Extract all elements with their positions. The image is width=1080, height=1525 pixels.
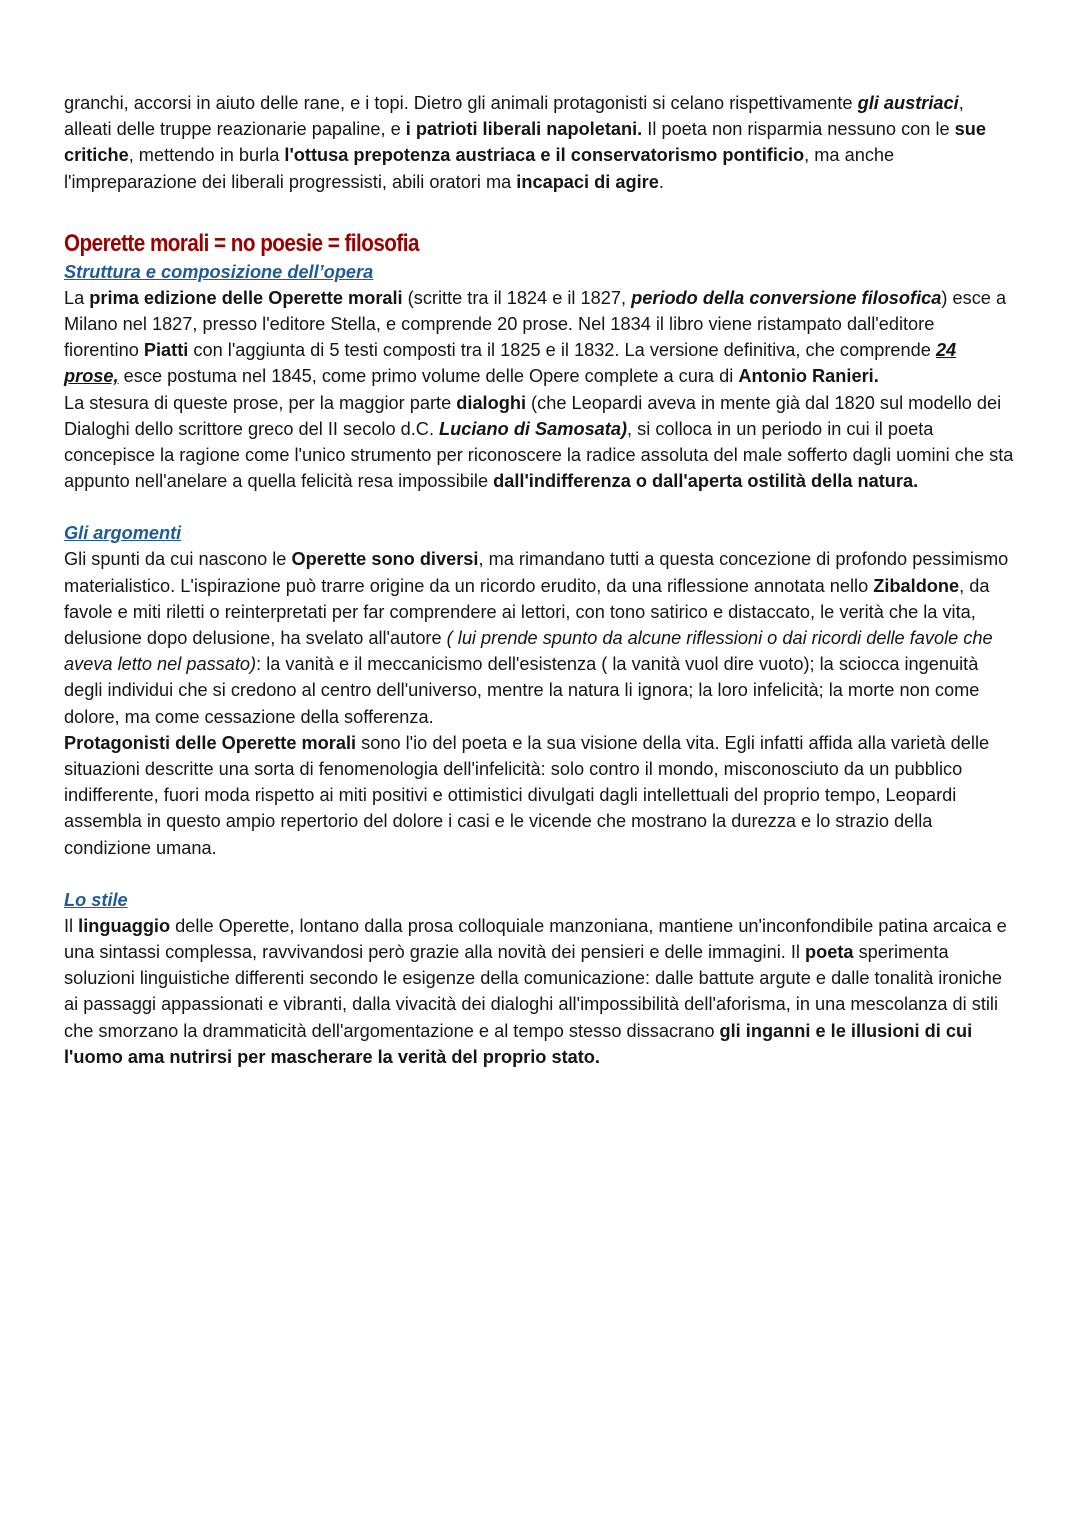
text-span: La [64,287,90,308]
argomenti-paragraph-1 [64,546,1014,729]
text-span: , ma rimandano tutti a questa concezione di profondo pessimismo materialistico. L'ispirazione può trarre origine da un ricordo erudito, da una riflessione annotata nello [64,549,1009,596]
emphasis-conversione: periodo della conversione filosofica [631,287,942,308]
emphasis-ranieri: Antonio Ranieri. [738,366,879,387]
emphasis-zibaldone: Zibaldone [873,575,960,596]
emphasis-operette: Operette sono diversi [291,549,479,570]
struttura-paragraph-2 [64,390,1014,495]
text-span: Il poeta non risparmia nessuno con le [642,119,955,140]
emphasis-prepotenza: l'ottusa prepotenza austriaca e il conservatorismo pontificio [284,145,805,166]
text-span: delle Operette, lontano dalla prosa colloquiale manzoniana, mantiene un'inconfondibile patina arcaica e una sintassi complessa, ravvivandosi però grazie alla novità dei pensieri e delle immagini. Il [64,915,1007,963]
emphasis-luciano: Luciano di Samosata) [439,418,628,439]
section-title: Operette morali = no poesie = filosofia [64,229,419,257]
emphasis-poeta: poeta [805,942,854,963]
text-span: , si colloca in un periodo in cui il poeta concepisce la ragione come l'unico strumento per riconoscere la radice assoluta del male sofferto dagli uomini che sta appunto nell'anelare a quella felicità resa impossibile [64,418,1014,492]
text-span: Il [64,915,79,936]
intro-paragraph [64,90,1014,195]
struttura-paragraph-1 [64,285,1014,390]
struttura-heading: Struttura e composizione dell’opera [64,261,374,282]
argomenti-heading: Gli argomenti [64,523,182,544]
emphasis-natura: dall'indifferenza o dall'aperta ostilità della natura. [493,471,919,492]
emphasis-incapaci: incapaci di agire [516,171,659,192]
emphasis-inganni: gli inganni e le illusioni di cui l'uomo ama nutrirsi per mascherare la verità del proprio stato. [64,1020,973,1067]
text-span: (che Leopardi aveva in mente già dal 1820 sul modello dei Dialoghi dello scrittore greco del II secolo d.C. [64,392,1002,439]
text-span: sono l'io del poeta e la sua visione della vita. Egli infatti affida alla varietà delle situazioni descritte una sorta di fenomenologia dell'infelicità: solo contro il mondo, misconosciuto da un pubblico indifferente, fuori moda rispetto ai miti positivi e ottimistici divulgati dagli intellettuali del proprio tempo, Leopardi assembla in questo ampio repertorio del dolore i casi e le vicende che mostrano la durezza e lo strazio della condizione umana. [64,732,990,858]
emphasis-austriaci: gli austriaci [857,93,959,113]
text-span: . [658,171,664,192]
text-span: ) esce a Milano nel 1827, presso l'editore Stella, e comprende 20 prose. Nel 1834 il libro viene ristampato dall'editore fiorentino [64,287,1007,361]
text-span: (scritte tra il 1824 e il 1827, [402,287,632,308]
spacer [64,494,1014,520]
text-span: , da favole e miti riletti o reinterpretati per far comprendere ai lettori, con tono satirico e distaccato, le verità che la vita, delusione dopo delusione, ha svelato all'autore [64,575,990,649]
stile-paragraph [64,913,1014,1070]
emphasis-patrioti: i patrioti liberali napoletani. [405,119,643,140]
emphasis-linguaggio: linguaggio [78,915,171,936]
emphasis-piatti: Piatti [143,340,189,361]
emphasis-protagonisti: Protagonisti delle Operette morali [64,732,357,753]
emphasis-prima-edizione: prima edizione delle Operette morali [89,287,403,308]
italic-note: ( lui prende spunto da alcune riflessioni o dai ricordi delle favole che aveva letto nel passato) [64,628,993,675]
text-span: , alleati delle truppe reazionarie papaline, e [64,93,964,140]
argomenti-paragraph-2 [64,730,1014,861]
text-span: Gli spunti da cui nascono le [64,549,292,570]
text-span: , mettendo in burla [128,145,285,166]
emphasis-24-prose: 24 prose, [64,340,957,387]
stile-heading: Lo stile [64,889,128,910]
text-span: : la vanità e il meccanicismo dell'esistenza ( la vanità vuol dire vuoto); la sciocca ingenuità degli individui che si credono al centro dell'universo, mentre la natura li ignora; la loro infelicità; la morte non come dolore, ma come cessazione della sofferenza. [64,654,980,727]
text-span: con l'aggiunta di 5 testi composti tra il 1825 e il 1832. La versione definitiva, che comprende [188,340,936,361]
spacer [64,861,1014,887]
text-span: esce postuma nel 1845, come primo volume delle Opere complete a cura di [118,366,739,387]
text-span: , ma anche l'impreparazione dei liberali progressisti, abili oratori ma [64,145,895,192]
text-span: sperimenta soluzioni linguistiche differenti secondo le esigenze della comunicazione: dalle battute argute e dalle tonalità ironiche ai passaggi appassionati e vibranti, dalla vivacità dei dialoghi all'impossibilità dell'aforisma, in una mescolanza di stili che smorzano la drammaticità dell'argomentazione e al tempo stesso dissacrano [64,942,1002,1041]
text-span: La stesura di queste prose, per la maggior parte [64,392,457,413]
document-body [64,90,1014,1070]
emphasis-dialoghi: dialoghi [456,392,526,413]
emphasis-critiche: sue critiche [64,119,986,166]
text-span: granchi, accorsi in aiuto delle rane, e i topi. Dietro gli animali protagonisti si celano rispettivamente [64,93,858,113]
